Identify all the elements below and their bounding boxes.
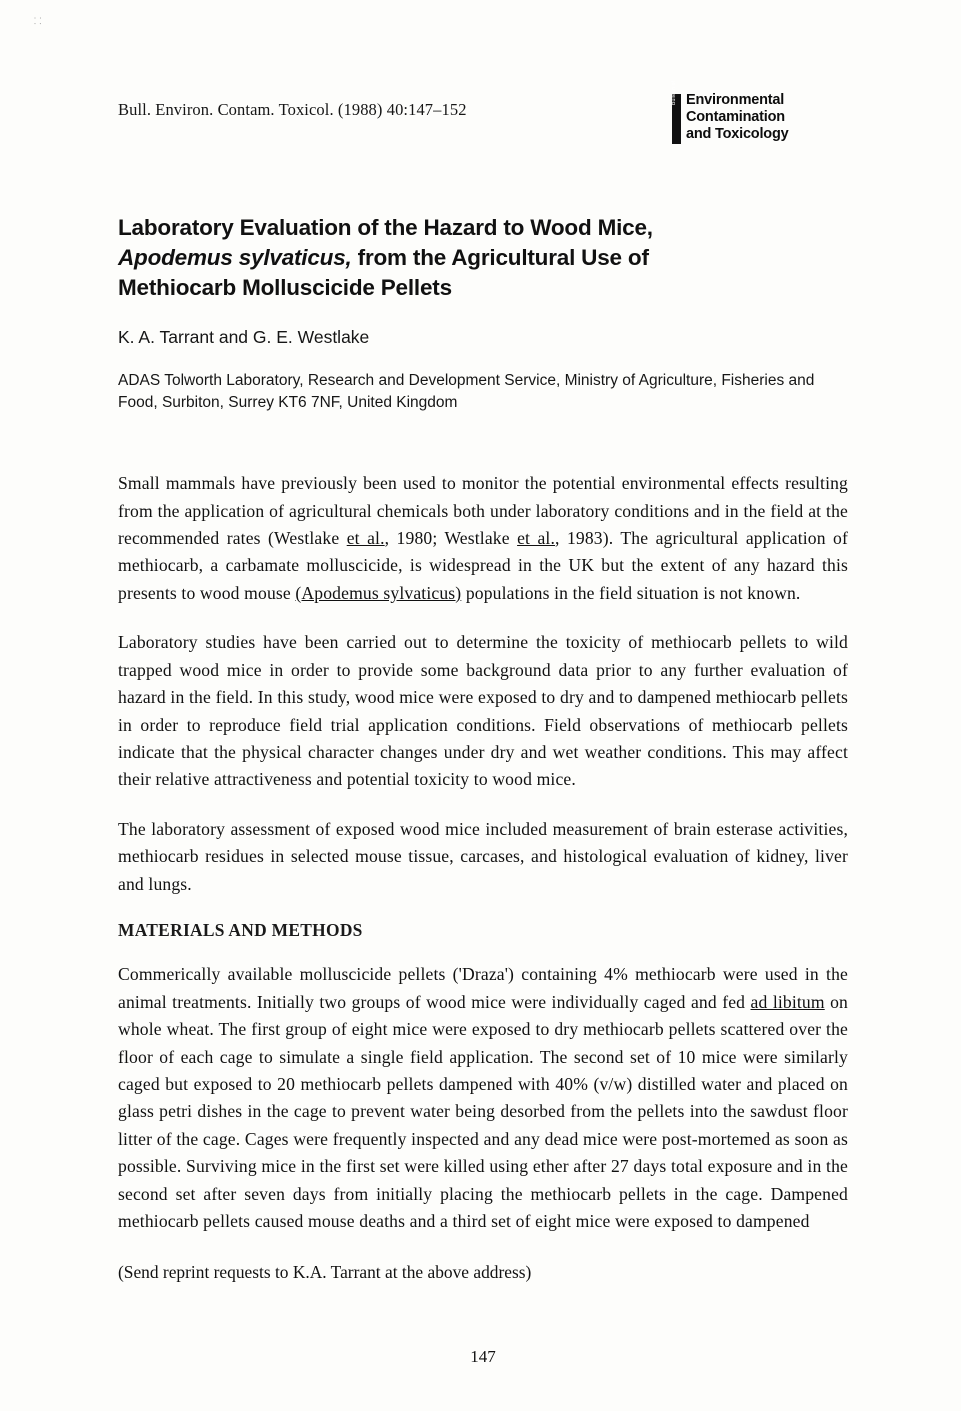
para1-species: (Apodemus sylvaticus) bbox=[295, 582, 462, 603]
para1-part-b: , 1980; Westlake bbox=[384, 527, 518, 548]
para1-part-c: , 1983). The agricultural application of methiocarb, a carbamate molluscicide, is widespread in the UK but the extent of any hazard this presents to wood mouse bbox=[118, 527, 849, 603]
paragraph-methods bbox=[118, 961, 848, 1235]
para1-etal-2: et al. bbox=[517, 527, 556, 548]
para1-part-d: populations in the field situation is not known. bbox=[461, 582, 801, 603]
para1-etal-1: et al. bbox=[346, 527, 385, 548]
logo-line-contamination: Contamination bbox=[686, 109, 785, 126]
page-number: 147 bbox=[470, 1347, 496, 1366]
title-species-name: Apodemus sylvaticus, bbox=[118, 245, 352, 271]
corner-registration-mark: ⸬ bbox=[34, 16, 43, 26]
para4-part-a: Commerically available molluscicide pellets ('Draza') containing 4% methiocarb were used in the animal treatments. Initially two groups of wood mice were individually caged and fed bbox=[118, 964, 848, 1012]
logo-text-lines bbox=[686, 92, 848, 143]
section-heading-materials-and-methods: MATERIALS AND METHODS bbox=[118, 920, 363, 941]
logo-side-label: Bulletin of bbox=[671, 80, 677, 105]
reprint-request-note: (Send reprint requests to K.A. Tarrant at the above address) bbox=[118, 1261, 532, 1282]
para4-ad-libitum: ad libitum bbox=[750, 991, 825, 1012]
page-content bbox=[118, 80, 849, 1366]
affiliation: ADAS Tolworth Laboratory, Research and Development Service, Ministry of Agriculture, Fisheries and Food, Surbiton, Surrey KT6 7NF, United Kingdom bbox=[118, 372, 815, 412]
paragraph-laboratory-studies: Laboratory studies have been carried out to determine the toxicity of methiocarb pellets to wild trapped wood mice in order to provide some background data prior to any further evaluation of hazard in the field. In this study, wood mice were exposed to dry and to dampened methiocarb pellets in order to reproduce field trial application conditions. Field observations of methiocarb pellets indicate that the physical character changes under dry and wet weather conditions. This may affect their relative attractiveness and potential toxicity to wood mice. bbox=[118, 632, 848, 790]
title-line-2-rest: from the Agricultural Use of bbox=[351, 245, 649, 271]
title-line-3: Methiocarb Molluscicide Pellets bbox=[118, 275, 452, 301]
page-title bbox=[118, 213, 848, 303]
journal-citation: Bull. Environ. Contam. Toxicol. (1988) 40:147–152 bbox=[118, 100, 467, 119]
title-line-1: Laboratory Evaluation of the Hazard to Wood Mice, bbox=[118, 215, 653, 241]
article-body bbox=[118, 470, 848, 1283]
para4-part-b: on whole wheat. The first group of eight mice were exposed to dry methiocarb pellets scattered over the floor of each cage to simulate a single field application. The second set of 10 mice were similarly caged but exposed to 20 methiocarb pellets dampened with 40% (v/w) distilled water and placed on glass petri dishes in the cage to prevent water being desorbed from the pellets into the sawdust floor litter of the cage. Cages were frequently inspected and any dead mice were post-mortemed as soon as possible. Surviving mice in the first set were killed using ether after 27 days total exposure and in the second set after seven days from initially placing the methiocarb pellets in the cage. Dampened methiocarb pellets caused mouse deaths and a third set of eight mice were exposed to dampened bbox=[118, 991, 848, 1232]
paragraph-assessment: The laboratory assessment of exposed wood mice included measurement of brain esterase activities, methiocarb residues in selected mouse tissue, carcases, and histological evaluation of kidney, liver and lungs. bbox=[118, 818, 848, 894]
logo-line-environmental: Environmental bbox=[686, 92, 785, 108]
paragraph-intro bbox=[118, 470, 848, 607]
author-list: K. A. Tarrant and G. E. Westlake bbox=[118, 327, 370, 348]
para1-part-a: Small mammals have previously been used to monitor the potential environmental effects resulting from the application of agricultural chemicals both under laboratory conditions and in the field at the recommended rates (Westlake bbox=[118, 473, 848, 548]
logo-line-and-toxicology: and Toxicology bbox=[686, 126, 789, 143]
page-header bbox=[118, 80, 848, 143]
journal-logo bbox=[671, 80, 848, 143]
